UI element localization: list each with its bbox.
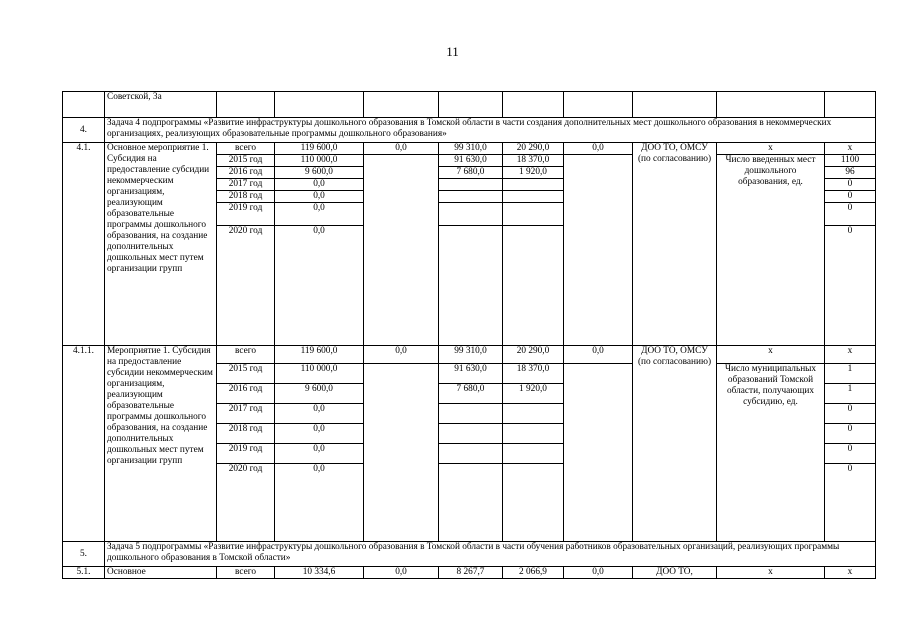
indicator-value-cell: 1: [825, 364, 876, 384]
extrabudget-cell: 0,0: [564, 346, 633, 364]
period-cell: 2016 год: [217, 167, 275, 179]
federal-cell: 0,0: [364, 143, 439, 155]
extrabudget-cell: 0,0: [564, 567, 633, 579]
local-cell: [503, 404, 564, 424]
measure-number: 4.1.1.: [63, 346, 105, 542]
period-cell: всего: [217, 567, 275, 579]
regional-cell: 91 630,0: [439, 155, 503, 167]
indicator-value-cell: 1: [825, 384, 876, 404]
local-cell: [503, 444, 564, 464]
regional-cell: 7 680,0: [439, 167, 503, 179]
total-cell: 119 600,0: [275, 143, 364, 155]
total-cell: 0,0: [275, 203, 364, 226]
indicator-value-cell: х: [825, 567, 876, 579]
extrabudget-cell: 0,0: [564, 143, 633, 155]
measure-number: 4.1.: [63, 143, 105, 346]
period-cell: 2015 год: [217, 364, 275, 384]
local-cell: 18 370,0: [503, 155, 564, 167]
indicator-value-cell: х: [825, 143, 876, 155]
extrabudget-cell: [564, 464, 633, 542]
executor-cell: ДОО ТО, ОМСУ (по согласованию): [633, 143, 717, 346]
indicator-value-cell: 0: [825, 464, 876, 542]
local-cell: [503, 226, 564, 346]
regional-cell: [439, 404, 503, 424]
executor-cell: ДОО ТО,: [633, 567, 717, 579]
measure-block: [63, 346, 876, 542]
regional-cell: [439, 424, 503, 444]
federal-cell: [364, 203, 439, 226]
period-cell: 2017 год: [217, 404, 275, 424]
local-cell: [503, 179, 564, 191]
extrabudget-cell: [564, 203, 633, 226]
indicator-value-cell: 0: [825, 226, 876, 346]
local-cell: [503, 464, 564, 542]
table-row-task-4: [63, 118, 876, 143]
local-cell: 20 290,0: [503, 143, 564, 155]
period-cell: всего: [217, 143, 275, 155]
regional-cell: 8 267,7: [439, 567, 503, 579]
regional-cell: 91 630,0: [439, 364, 503, 384]
federal-cell: [364, 464, 439, 542]
local-cell: 18 370,0: [503, 364, 564, 384]
total-cell: 9 600,0: [275, 384, 364, 404]
extrabudget-cell: [564, 444, 633, 464]
federal-cell: [364, 191, 439, 203]
federal-cell: [364, 404, 439, 424]
indicator-cell: х: [717, 346, 825, 364]
period-cell: 2018 год: [217, 424, 275, 444]
federal-cell: [364, 179, 439, 191]
period-cell: 2020 год: [217, 464, 275, 542]
extrabudget-cell: [564, 191, 633, 203]
measure-name: Основное мероприятие 1. Субсидия на предоставление субсидии некоммерческим организациям, реализующим образовательные программы дошкольного образования, на создание дополнительных дошкольных мест путем организации групп: [105, 143, 217, 346]
period-cell: 2020 год: [217, 226, 275, 346]
table-row: [63, 346, 876, 364]
period-cell: 2019 год: [217, 203, 275, 226]
period-cell: 2017 год: [217, 179, 275, 191]
extrabudget-cell: [564, 155, 633, 167]
regional-cell: 99 310,0: [439, 346, 503, 364]
total-cell: 0,0: [275, 404, 364, 424]
table-row-continuation: [63, 92, 876, 118]
extrabudget-cell: [564, 167, 633, 179]
local-cell: [503, 424, 564, 444]
indicator-value-cell: 0: [825, 424, 876, 444]
total-cell: 110 000,0: [275, 155, 364, 167]
total-cell: 0,0: [275, 179, 364, 191]
extrabudget-cell: [564, 384, 633, 404]
measure-name: Мероприятие 1. Субсидия на предоставление субсидии некоммерческим организациям, реализующим образовательные программы дошкольного образования, на создание дополнительных дошкольных мест путем организации групп: [105, 346, 217, 542]
indicator-name-cell: Число введенных мест дошкольного образования, ед.: [717, 155, 825, 346]
federal-cell: [364, 167, 439, 179]
indicator-value-cell: х: [825, 346, 876, 364]
total-cell: 110 000,0: [275, 364, 364, 384]
indicator-value-cell: 0: [825, 444, 876, 464]
cell-number: [63, 92, 105, 118]
executor-cell: ДОО ТО, ОМСУ (по согласованию): [633, 346, 717, 542]
total-cell: 9 600,0: [275, 167, 364, 179]
table-body: [63, 92, 876, 143]
extrabudget-cell: [564, 404, 633, 424]
federal-cell: 0,0: [364, 346, 439, 364]
indicator-value-cell: 1100: [825, 155, 876, 167]
local-cell: 2 066,9: [503, 567, 564, 579]
federal-cell: 0,0: [364, 567, 439, 579]
total-cell: 0,0: [275, 424, 364, 444]
total-cell: 119 600,0: [275, 346, 364, 364]
program-table: [62, 91, 876, 579]
regional-cell: [439, 226, 503, 346]
indicator-cell: х: [717, 143, 825, 155]
extrabudget-cell: [564, 226, 633, 346]
regional-cell: [439, 179, 503, 191]
total-cell: 0,0: [275, 464, 364, 542]
federal-cell: [364, 226, 439, 346]
total-cell: 0,0: [275, 226, 364, 346]
table-body-tail: [63, 542, 876, 579]
indicator-value-cell: 0: [825, 203, 876, 226]
federal-cell: [364, 444, 439, 464]
regional-cell: [439, 191, 503, 203]
total-cell: 0,0: [275, 191, 364, 203]
local-cell: [503, 191, 564, 203]
regional-cell: [439, 464, 503, 542]
extrabudget-cell: [564, 424, 633, 444]
task-text: Задача 4 подпрограммы «Развитие инфраструктуры дошкольного образования в Томской области в части создания дополнительных мест дошкольного образования в некоммерческих организациях, реализующих образовательные программы дошкольного образования»: [105, 118, 876, 143]
indicator-value-cell: 0: [825, 179, 876, 191]
period-cell: 2018 год: [217, 191, 275, 203]
page-number: 11: [446, 44, 459, 59]
period-cell: 2015 год: [217, 155, 275, 167]
measure-block: [63, 143, 876, 346]
task-text: Задача 5 подпрограммы «Развитие инфраструктуры дошкольного образования в Томской области в части обучения работников образовательных организаций, реализующих программы дошкольного образования в Томской области»: [105, 542, 876, 567]
extrabudget-cell: [564, 364, 633, 384]
period-cell: 2016 год: [217, 384, 275, 404]
total-cell: 10 334,6: [275, 567, 364, 579]
cell-name: Советской, 3а: [105, 92, 217, 118]
federal-cell: [364, 424, 439, 444]
table-row: [63, 143, 876, 155]
indicator-cell: х: [717, 567, 825, 579]
federal-cell: [364, 155, 439, 167]
table-row-task-5: [63, 542, 876, 567]
table-row-5-1: [63, 567, 876, 579]
regional-cell: 7 680,0: [439, 384, 503, 404]
extrabudget-cell: [564, 179, 633, 191]
indicator-value-cell: 0: [825, 404, 876, 424]
local-cell: 20 290,0: [503, 346, 564, 364]
local-cell: 1 920,0: [503, 384, 564, 404]
total-cell: 0,0: [275, 444, 364, 464]
period-cell: всего: [217, 346, 275, 364]
regional-cell: [439, 444, 503, 464]
local-cell: [503, 203, 564, 226]
regional-cell: [439, 203, 503, 226]
measure-number: 5.1.: [63, 567, 105, 579]
period-cell: 2019 год: [217, 444, 275, 464]
indicator-value-cell: 96: [825, 167, 876, 179]
federal-cell: [364, 364, 439, 384]
indicator-name-cell: Число муниципальных образований Томской области, получающих субсидию, ед.: [717, 364, 825, 542]
task-number: 5.: [63, 542, 105, 567]
regional-cell: 99 310,0: [439, 143, 503, 155]
local-cell: 1 920,0: [503, 167, 564, 179]
task-number: 4.: [63, 118, 105, 143]
measure-name: Основное: [105, 567, 217, 579]
federal-cell: [364, 384, 439, 404]
indicator-value-cell: 0: [825, 191, 876, 203]
